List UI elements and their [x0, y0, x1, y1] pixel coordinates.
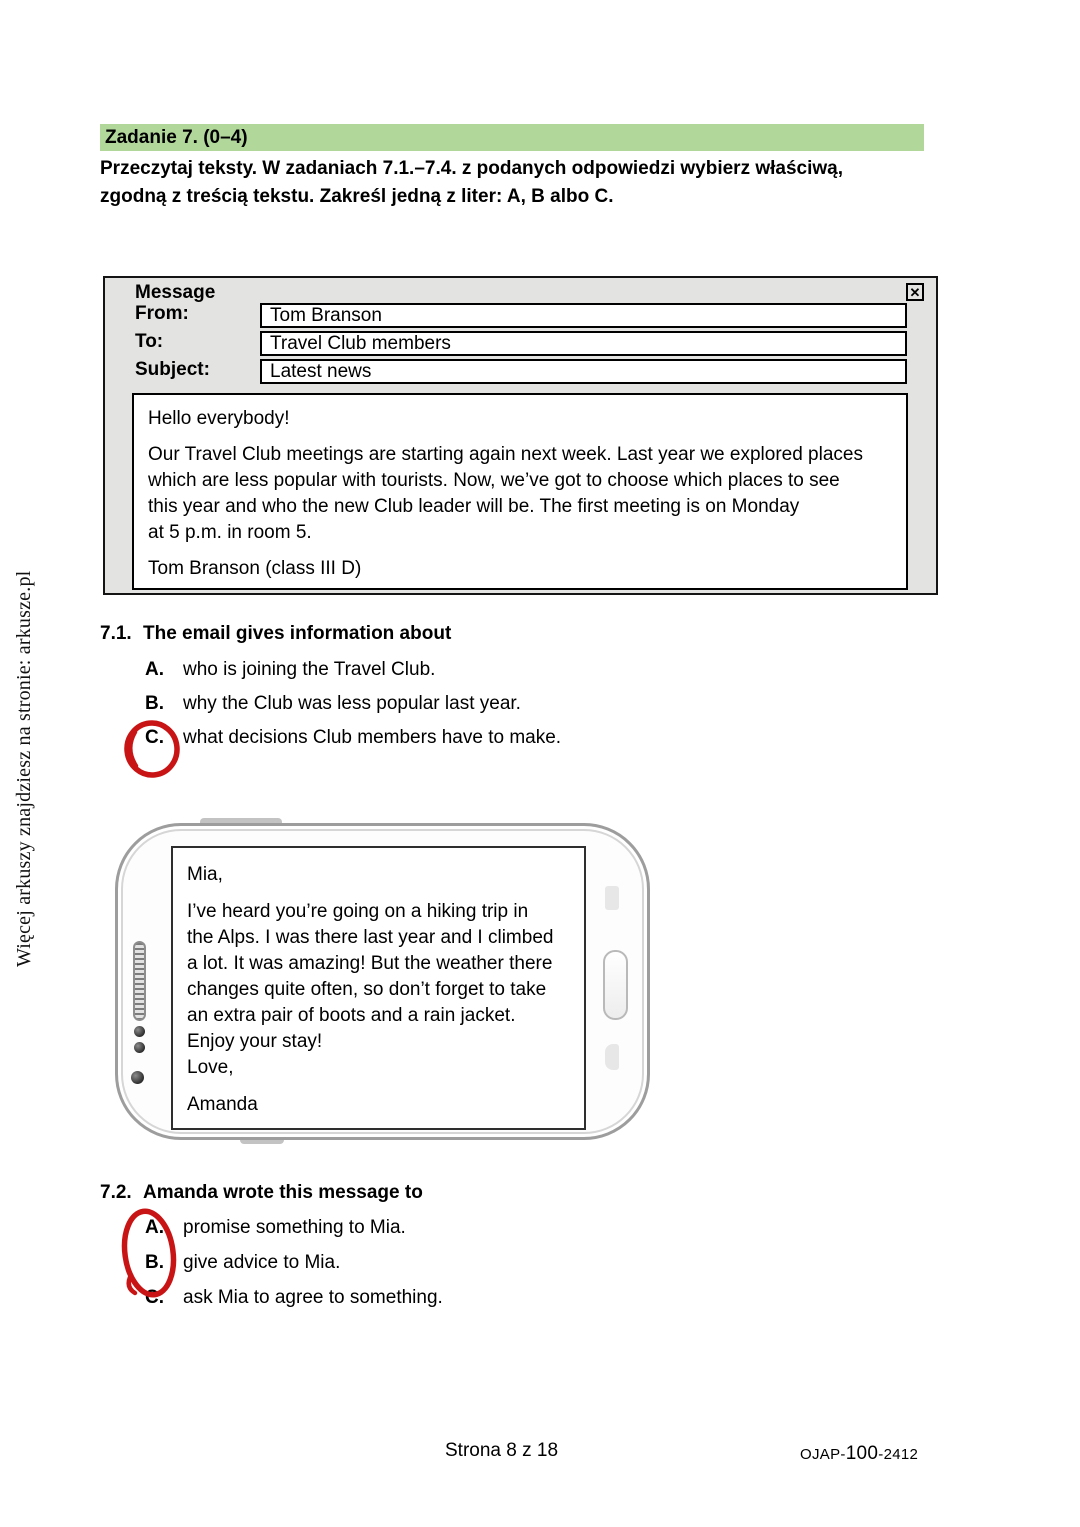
question-stem-text: The email gives information about	[143, 623, 452, 644]
speaker-grille-icon	[133, 941, 146, 1021]
sms-line: the Alps. I was there last year and I climbed	[187, 927, 554, 948]
sheet-code-suffix: -2412	[878, 1446, 919, 1463]
instructions-line-2: zgodną z treścią tekstu. Zakreśl jedną z liter: A, B albo C.	[100, 186, 614, 207]
email-line: Our Travel Club meetings are starting again next week. Last year we explored places	[148, 444, 863, 465]
option-text: what decisions Club members have to make.	[183, 727, 562, 748]
menu-softkey-icon	[605, 886, 619, 910]
option-text: why the Club was less popular last year.	[183, 693, 521, 714]
sensor-dot-icon	[134, 1042, 145, 1053]
from-label: From:	[135, 303, 189, 324]
email-line: which are less popular with tourists. Now, we’ve got to choose which places to see	[148, 470, 840, 491]
sensor-dot-icon	[134, 1026, 145, 1037]
option-letter: B.	[145, 693, 164, 714]
phone-illustration	[115, 823, 650, 1140]
watermark-text: Więcej arkuszy znajdziesz na stronie: arkusze.pl	[13, 570, 35, 968]
option-letter: C.	[145, 727, 164, 748]
question-7-1-stem	[100, 623, 800, 645]
sms-line: I’ve heard you’re going on a hiking trip in	[187, 901, 529, 922]
email-greeting: Hello everybody!	[148, 408, 290, 429]
question-number: 7.2.	[100, 1182, 132, 1203]
option-letter: A.	[145, 1217, 164, 1238]
sheet-code	[800, 1443, 918, 1465]
option-7-1-b	[145, 693, 521, 715]
from-field: Tom Branson	[260, 303, 907, 328]
option-7-1-c	[145, 727, 561, 749]
option-text: who is joining the Travel Club.	[183, 659, 436, 680]
sms-signature: Amanda	[187, 1094, 258, 1115]
sms-line: an extra pair of boots and a rain jacket.	[187, 1005, 516, 1026]
to-label: To:	[135, 331, 164, 352]
question-7-2-stem	[100, 1182, 800, 1204]
subject-label: Subject:	[135, 359, 210, 380]
sheet-code-mid: 100	[845, 1443, 879, 1464]
email-line: at 5 p.m. in room 5.	[148, 522, 312, 543]
sms-paragraph	[187, 899, 570, 1081]
option-letter: A.	[145, 659, 164, 680]
task-header: Zadanie 7. (0–4)	[100, 124, 924, 151]
question-7-2	[100, 1182, 800, 1312]
sms-greeting: Mia,	[187, 864, 223, 885]
sms-line: a lot. It was amazing! But the weather there	[187, 953, 553, 974]
sms-line: Enjoy your stay!	[187, 1031, 323, 1052]
back-softkey-icon	[605, 1044, 619, 1070]
question-stem-text: Amanda wrote this message to	[143, 1182, 423, 1203]
email-paragraph	[148, 442, 892, 546]
close-icon: ✕	[906, 283, 924, 301]
instructions-line-1: Przeczytaj teksty. W zadaniach 7.1.–7.4. z podanych odpowiedzi wybierz właściwą,	[100, 158, 844, 179]
to-field: Travel Club members	[260, 331, 907, 356]
option-7-2-b	[145, 1252, 340, 1274]
email-window-title: Message	[135, 282, 216, 303]
sms-line: Love,	[187, 1057, 234, 1078]
camera-dot-icon	[131, 1071, 144, 1084]
question-7-1	[100, 623, 800, 753]
option-text: promise something to Mia.	[183, 1217, 406, 1238]
home-button-icon	[603, 950, 628, 1020]
sheet-code-prefix: OJAP-	[800, 1446, 846, 1463]
phone-screen	[171, 846, 586, 1130]
email-signature: Tom Branson (class III D)	[148, 558, 362, 579]
option-7-1-a	[145, 659, 435, 681]
email-line: this year and who the new Club leader will be. The first meeting is on Monday	[148, 496, 800, 517]
option-letter: B.	[145, 1252, 164, 1273]
option-7-2-c	[145, 1287, 443, 1309]
question-number: 7.1.	[100, 623, 132, 644]
page-number: Strona 8 z 18	[445, 1440, 559, 1461]
task-instructions	[100, 155, 940, 211]
email-window	[103, 276, 938, 595]
subject-field: Latest news	[260, 359, 907, 384]
option-text: ask Mia to agree to something.	[183, 1287, 443, 1308]
option-letter: C.	[145, 1287, 164, 1308]
email-body	[132, 393, 908, 590]
option-7-2-a	[145, 1217, 406, 1239]
sms-line: changes quite often, so don’t forget to take	[187, 979, 547, 1000]
option-text: give advice to Mia.	[183, 1252, 341, 1273]
